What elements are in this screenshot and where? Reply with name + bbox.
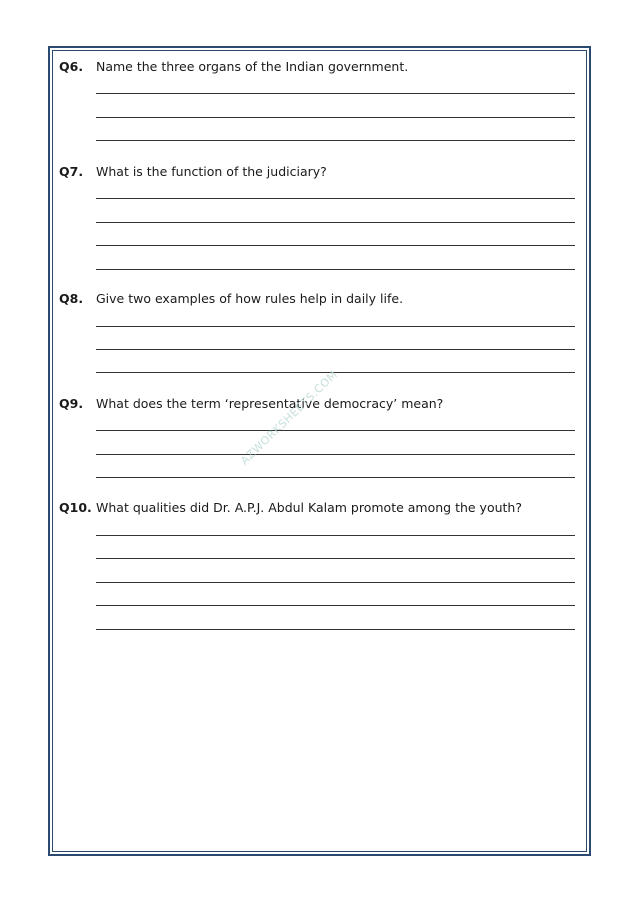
answer-line[interactable] (96, 454, 575, 455)
answer-line[interactable] (96, 477, 575, 478)
answer-line[interactable] (96, 93, 575, 94)
answer-line[interactable] (96, 349, 575, 350)
question-text: What is the function of the judiciary? (96, 164, 327, 179)
answer-line[interactable] (96, 582, 575, 583)
question-number: Q7. (59, 164, 84, 179)
question-text: Name the three organs of the Indian government. (96, 59, 409, 74)
answer-line[interactable] (96, 140, 575, 141)
question-text: What qualities did Dr. A.P.J. Abdul Kalam promote among the youth? (96, 500, 522, 515)
answer-line[interactable] (96, 535, 575, 536)
question-number: Q9. (59, 396, 84, 411)
answer-line[interactable] (96, 222, 575, 223)
answer-line[interactable] (96, 198, 575, 199)
answer-line[interactable] (96, 430, 575, 431)
answer-line[interactable] (96, 269, 575, 270)
question-text: Give two examples of how rules help in daily life. (96, 291, 404, 306)
question-number: Q8. (59, 291, 84, 306)
answer-line[interactable] (96, 326, 575, 327)
watermark: AZWORKSHEETS.COM (238, 367, 341, 468)
question-text: What does the term ‘representative democracy’ mean? (96, 396, 444, 411)
answer-line[interactable] (96, 605, 575, 606)
answer-line[interactable] (96, 629, 575, 630)
answer-line[interactable] (96, 558, 575, 559)
answer-line[interactable] (96, 117, 575, 118)
question-number: Q10. (59, 500, 92, 515)
question-number: Q6. (59, 59, 84, 74)
answer-line[interactable] (96, 245, 575, 246)
